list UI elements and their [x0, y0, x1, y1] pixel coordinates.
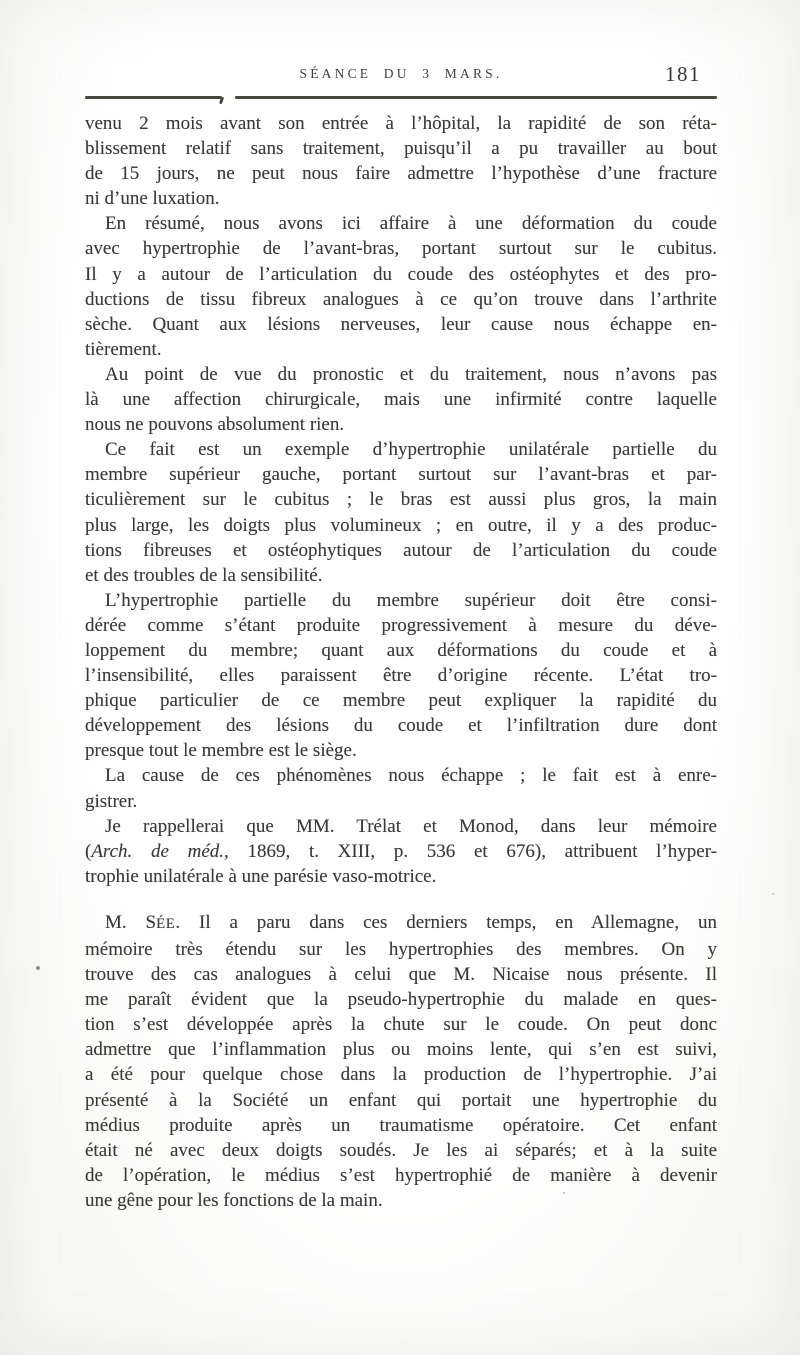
text-line: tions fibreuses et ostéophytiques autour de l’articulation du coude [85, 539, 717, 561]
paragraph [85, 910, 717, 1213]
page-number: 181 [665, 62, 701, 86]
text-segment-italic: Arch. de méd., [91, 840, 229, 862]
text-line: admettre que l’inflammation plus ou moins lente, qui s’en est suivi, [85, 1039, 717, 1061]
text-line: Au point de vue du pronostic et du traitement, nous n’avons pas [105, 363, 717, 385]
text-line: développement des lésions du coude et l’infiltration dure dont [85, 715, 717, 737]
text-line: tion s’est développée après la chute sur le coude. On peut donc [85, 1014, 717, 1036]
text-line: presque tout le membre est le siège. [85, 740, 357, 762]
text-line: L’hypertrophie partielle du membre supérieur doit être consi- [105, 589, 717, 611]
text-segment: . Il a paru dans ces derniers temps, en Allemagne, un [175, 911, 717, 933]
text-line: mémoire très étendu sur les hypertrophies des membres. On y [85, 939, 717, 960]
text-line: me paraît évident que la pseudo-hypertrophie du malade en ques- [85, 989, 717, 1011]
header-rule-segment-right [235, 96, 717, 99]
text-line: ticulièrement sur le cubitus ; le bras est aussi plus gros, la main [85, 489, 717, 511]
text-line: loppement du membre; quant aux déformations du coude et à [85, 639, 717, 661]
running-head [85, 62, 717, 88]
text-line: une gêne pour les fonctions de la main. [85, 1189, 383, 1211]
text-line: En résumé, nous avons ici affaire à une déformation du coude [105, 213, 717, 235]
text-line: de 15 jours, ne peut nous faire admettre l’hypothèse d’une fracture [85, 163, 717, 185]
header-rule [85, 95, 717, 101]
paragraph [85, 111, 717, 211]
text-line: avec hypertrophie de l’avant-bras, portant surtout sur le cubitus. [85, 238, 717, 260]
text-line: phique particulier de ce membre peut expliquer la rapidité du [85, 690, 717, 712]
paragraph [85, 814, 717, 889]
paragraph [85, 211, 717, 362]
header-rule-tail-mark [219, 97, 224, 105]
text-line: médius produite après un traumatisme opératoire. Cet enfant [85, 1114, 717, 1136]
text-line: était né avec deux doigts soudés. Je les ai séparés; et à la suite [85, 1139, 717, 1161]
text-line: Ce fait est un exemple d’hypertrophie unilatérale partielle du [105, 439, 717, 461]
text-line: nous ne pouvons absolument rien. [85, 414, 345, 436]
text-line: blissement relatif sans traitement, puisqu’il a pu travailler au bout [85, 138, 717, 160]
page-header-title: SÉANCE DU 3 MARS. [299, 66, 503, 81]
text-segment: 1869, t. XIII, p. 536 et 676), attribuent l’hyper- [228, 840, 717, 862]
text-line: présenté à la Société un enfant qui portait une hypertrophie du [85, 1089, 717, 1111]
header-rule-segment-left [85, 96, 222, 99]
text-line: venu 2 mois avant son entrée à l’hôpital, la rapidité de son réta- [85, 113, 717, 134]
text-segment: ( [85, 840, 92, 862]
text-segment: M. S [105, 911, 157, 933]
text-line: sèche. Quant aux lésions nerveuses, leur cause nous échappe en- [85, 313, 717, 335]
text-line: et des troubles de la sensibilité. [85, 564, 323, 586]
text-line: Je rappellerai que MM. Trélat et Monod, dans leur mémoire [105, 815, 717, 837]
text-line: trophie unilatérale à une parésie vaso-motrice. [85, 865, 437, 887]
text-line [85, 910, 717, 937]
text-line: gistrer. [85, 790, 138, 812]
text-line: ductions de tissu fibreux analogues à ce qu’on trouve dans l’arthrite [85, 288, 717, 310]
text-line: plus large, les doigts plus volumineux ; en outre, il y a des produc- [85, 514, 717, 536]
text-line: trouve des cas analogues à celui que M. Nicaise nous présente. Il [85, 964, 717, 986]
ink-speck [36, 966, 40, 970]
text-line [85, 839, 717, 864]
text-segment-smallcaps: ÉE [156, 915, 176, 932]
text-line: l’insensibilité, elles paraissent être d’origine récente. L’état tro- [85, 665, 717, 687]
ink-speck [563, 1192, 565, 1194]
text-line: de l’opération, le médius s’est hypertrophié de manière à devenir [85, 1164, 717, 1186]
text-line: ni d’une luxation. [85, 188, 220, 210]
paragraph [85, 362, 717, 437]
text-line: membre supérieur gauche, portant surtout sur l’avant-bras et par- [85, 464, 717, 486]
text-line: Il y a autour de l’articulation du coude des ostéophytes et des pro- [85, 263, 717, 285]
paragraph [85, 763, 717, 813]
paragraph [85, 437, 717, 588]
text-line: tièrement. [85, 338, 162, 360]
text-block [85, 111, 717, 1213]
text-line: La cause de ces phénomènes nous échappe ; le fait est à enre- [105, 765, 717, 787]
ink-speck [772, 893, 774, 895]
text-line: a été pour quelque chose dans la production de l’hypertrophie. J’ai [85, 1064, 717, 1086]
text-line: là une affection chirurgicale, mais une infirmité contre laquelle [85, 389, 717, 411]
text-line: dérée comme s’étant produite progressivement à mesure du déve- [85, 614, 717, 636]
paragraph [85, 588, 717, 764]
